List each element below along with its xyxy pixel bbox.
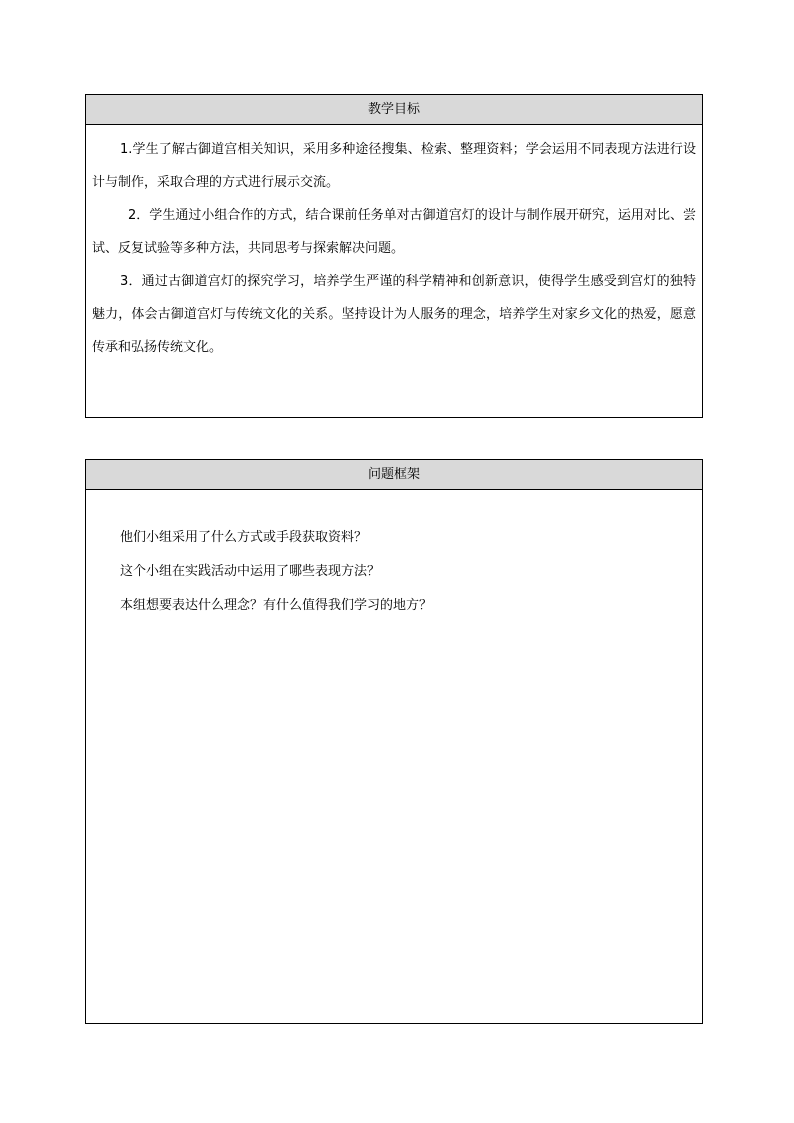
teaching-goals-header: 教学目标 [86, 95, 702, 125]
question-item-2: 这个小组在实践活动中运用了哪些表现方法？ [120, 564, 381, 579]
question-framework-content [86, 490, 702, 623]
teaching-goals-table [85, 94, 703, 418]
goal-item-3: 3．通过古御道宫灯的探究学习，培养学生严谨的科学精神和创新意识，使得学生感受到宫灯的独特魅力，体会古御道宫灯与传统文化的关系。坚持设计为人服务的理念，培养学生对家乡文化的热爱，愿意传承和弘扬传统文化。 [92, 274, 696, 355]
question-framework-table [85, 459, 703, 1024]
goal-item-1: 1.学生了解古御道宫相关知识，采用多种途径搜集、检索、整理资料；学会运用不同表现方法进行设计与制作，采取合理的方式进行展示交流。 [92, 142, 696, 190]
question-item-1: 他们小组采用了什么方式或手段获取资料？ [120, 530, 368, 545]
question-framework-header: 问题框架 [86, 460, 702, 490]
teaching-goals-content [86, 125, 702, 364]
goal-item-2: 2．学生通过小组合作的方式，结合课前任务单对古御道宫灯的设计与制作展开研究，运用对比、尝试、反复试验等多种方法，共同思考与探索解决问题。 [92, 208, 696, 256]
question-item-3: 本组想要表达什么理念？有什么值得我们学习的地方？ [120, 598, 433, 613]
